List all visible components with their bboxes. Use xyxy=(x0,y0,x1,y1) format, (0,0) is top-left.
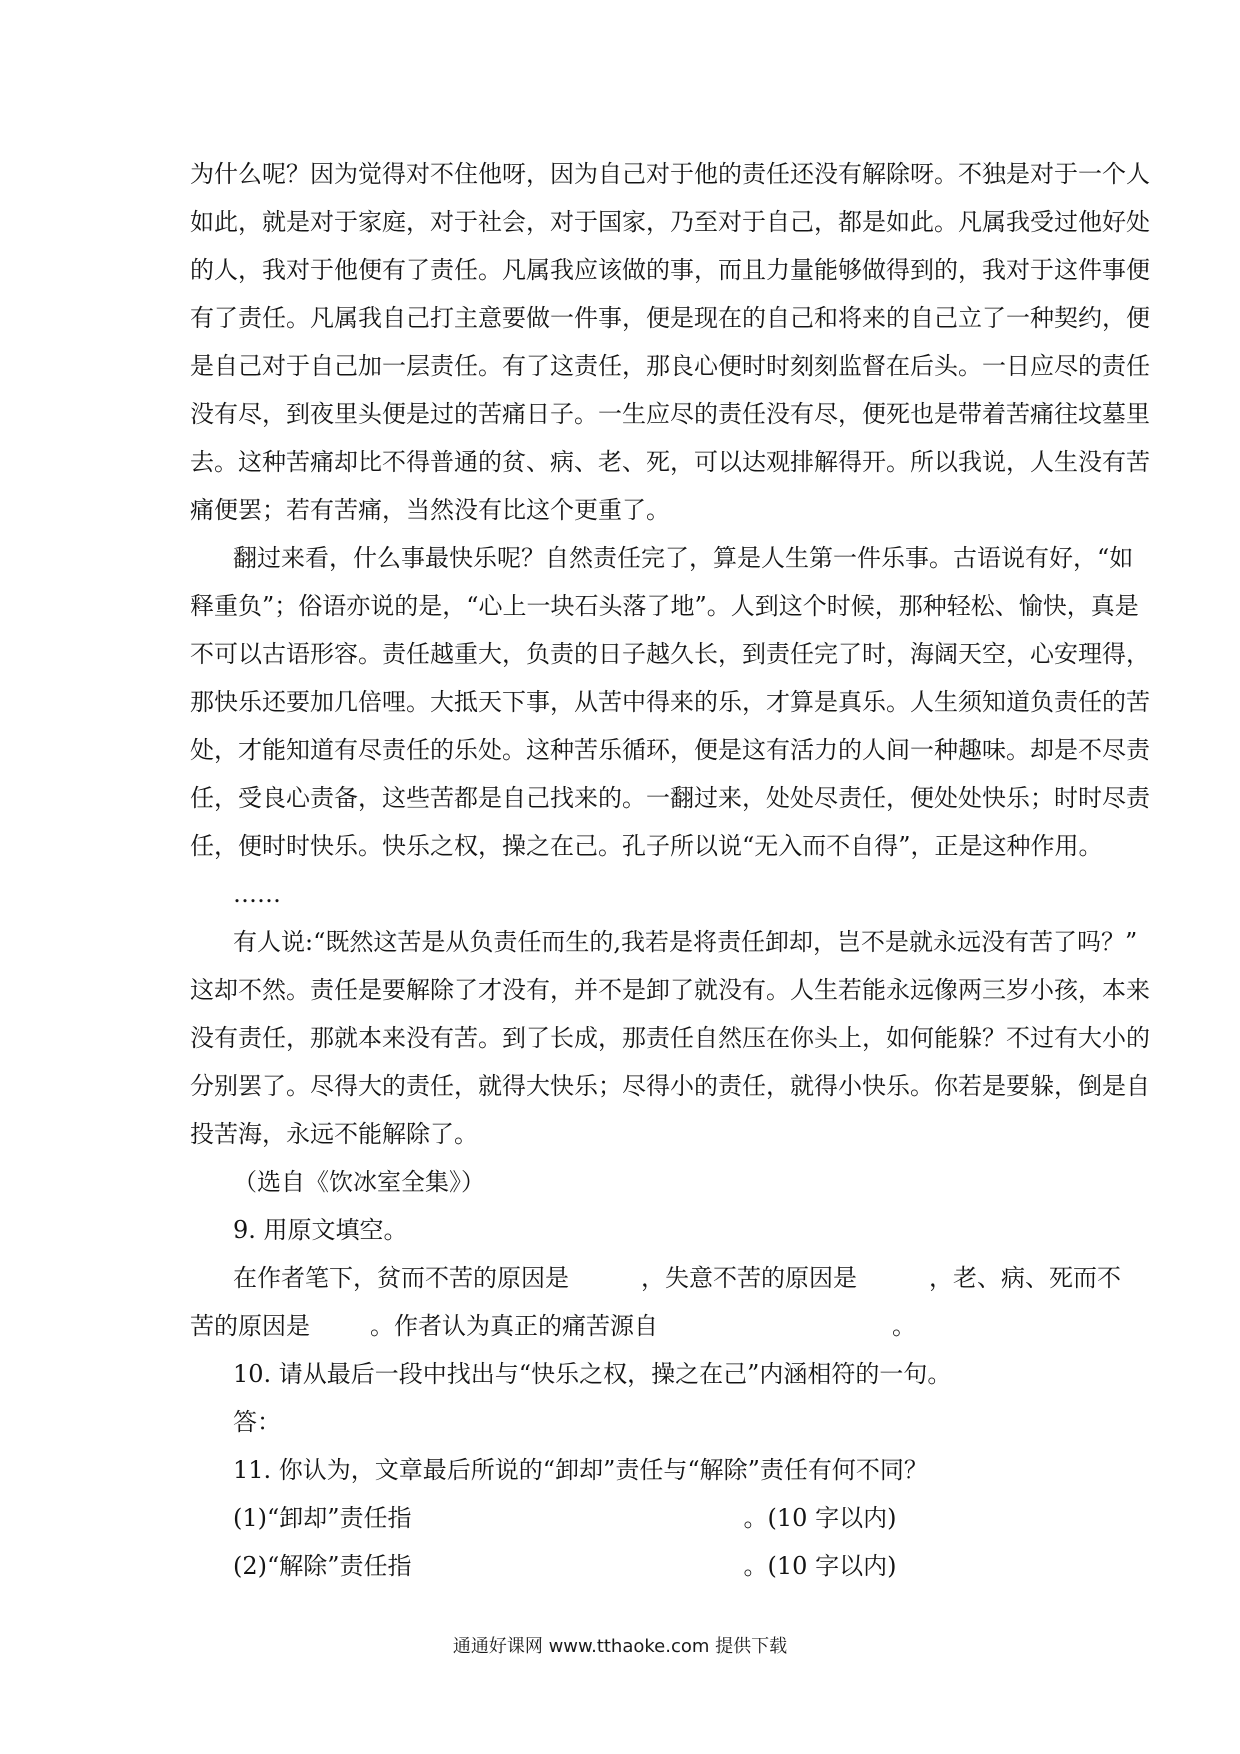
text-line: 释重负”；俗语亦说的是，“心上一块石头落了地”。人到这个时候，那种轻松、愉快，真是 xyxy=(190,592,1139,620)
q9-text: ，老、病、死而不 xyxy=(929,1264,1121,1292)
paragraph-responsibility-pain xyxy=(190,150,1150,534)
text-line: 如此，就是对于家庭，对于社会，对于国家，乃至对于自己，都是如此。凡属我受过他好处 xyxy=(190,208,1150,236)
paragraph-cannot-escape xyxy=(190,918,1150,1158)
text-line: 任，受良心责备，这些苦都是自己找来的。一翻过来，处处尽责任，便处处快乐；时时尽责 xyxy=(190,784,1150,812)
question-11-part-2 xyxy=(190,1542,1060,1590)
q9-text: 。 xyxy=(892,1312,916,1340)
q9-text: 苦的原因是 xyxy=(190,1312,310,1340)
question-9-title: 9. 用原文填空。 xyxy=(233,1216,408,1244)
ellipsis: …… xyxy=(233,880,281,908)
q11-2-end: 。(10 字以内) xyxy=(743,1552,897,1580)
text-line: 为什么呢？因为觉得对不住他呀，因为自己对于他的责任还没有解除呀。不独是对于一个人 xyxy=(190,160,1150,188)
q11-1-label: (1)“卸却”责任指 xyxy=(233,1504,412,1532)
question-11-part-1 xyxy=(190,1494,1060,1542)
question-9-line xyxy=(190,1254,1121,1302)
question-9-line xyxy=(190,1302,1060,1350)
text-line: 分别罢了。尽得大的责任，就得大快乐；尽得小的责任，就得小快乐。你若是要躲，倒是自 xyxy=(190,1072,1150,1100)
question-11-title: 11. 你认为，文章最后所说的“卸却”责任与“解除”责任有何不同？ xyxy=(233,1456,928,1484)
text-line: 痛便罢；若有苦痛，当然没有比这个更重了。 xyxy=(190,496,670,524)
source-citation: （选自《饮冰室全集》） xyxy=(233,1168,485,1196)
q9-text: 。作者认为真正的痛苦源自 xyxy=(370,1312,658,1340)
text-line: 翻过来看，什么事最快乐呢？自然责任完了，算是人生第一件乐事。古语说有好，“如 xyxy=(233,544,1134,572)
text-line: 没有尽，到夜里头便是过的苦痛日子。一生应尽的责任没有尽，便死也是带着苦痛往坟墓里 xyxy=(190,400,1150,428)
q11-2-label: (2)“解除”责任指 xyxy=(233,1552,412,1580)
text-line: 任，便时时快乐。快乐之权，操之在己。孔子所以说“无入而不自得”，正是这种作用。 xyxy=(190,832,1103,860)
question-10-title: 10. 请从最后一段中找出与“快乐之权，操之在己”内涵相符的一句。 xyxy=(233,1360,952,1388)
text-line: 处，才能知道有尽责任的乐处。这种苦乐循环，便是这有活力的人间一种趣味。却是不尽责 xyxy=(190,736,1150,764)
text-line: 这却不然。责任是要解除了才没有，并不是卸了就没有。人生若能永远像两三岁小孩，本来 xyxy=(190,976,1150,1004)
document-body xyxy=(190,150,1150,1590)
q9-text: ，失意不苦的原因是 xyxy=(641,1264,857,1292)
text-line: 是自己对于自己加一层责任。有了这责任，那良心便时时刻刻监督在后头。一日应尽的责任 xyxy=(190,352,1150,380)
question-10-answer-label: 答： xyxy=(233,1408,281,1436)
text-line: 的人，我对于他便有了责任。凡属我应该做的事，而且力量能够做得到的，我对于这件事便 xyxy=(190,256,1150,284)
q9-text: 在作者笔下，贫而不苦的原因是 xyxy=(233,1264,569,1292)
text-line: 去。这种苦痛却比不得普通的贫、病、老、死，可以达观排解得开。所以我说，人生没有苦 xyxy=(190,448,1150,476)
text-line: 有人说:“既然这苦是从负责任而生的,我若是将责任卸却，岂不是就永远没有苦了吗？” xyxy=(233,928,1138,956)
page-footer: 通通好课网 www.tthaoke.com 提供下载 xyxy=(452,1636,788,1657)
text-line: 那快乐还要加几倍哩。大抵天下事，从苦中得来的乐，才算是真乐。人生须知道负责任的苦 xyxy=(190,688,1150,716)
text-line: 投苦海，永远不能解除了。 xyxy=(190,1120,478,1148)
text-line: 不可以古语形容。责任越重大，负责的日子越久长，到责任完了时，海阔天空，心安理得， xyxy=(190,640,1150,668)
text-line: 没有责任，那就本来没有苦。到了长成，那责任自然压在你头上，如何能躲？不过有大小的 xyxy=(190,1024,1150,1052)
paragraph-responsibility-joy xyxy=(190,534,1150,870)
q11-1-end: 。(10 字以内) xyxy=(743,1504,897,1532)
text-line: 有了责任。凡属我自己打主意要做一件事，便是现在的自己和将来的自己立了一种契约，便 xyxy=(190,304,1150,332)
